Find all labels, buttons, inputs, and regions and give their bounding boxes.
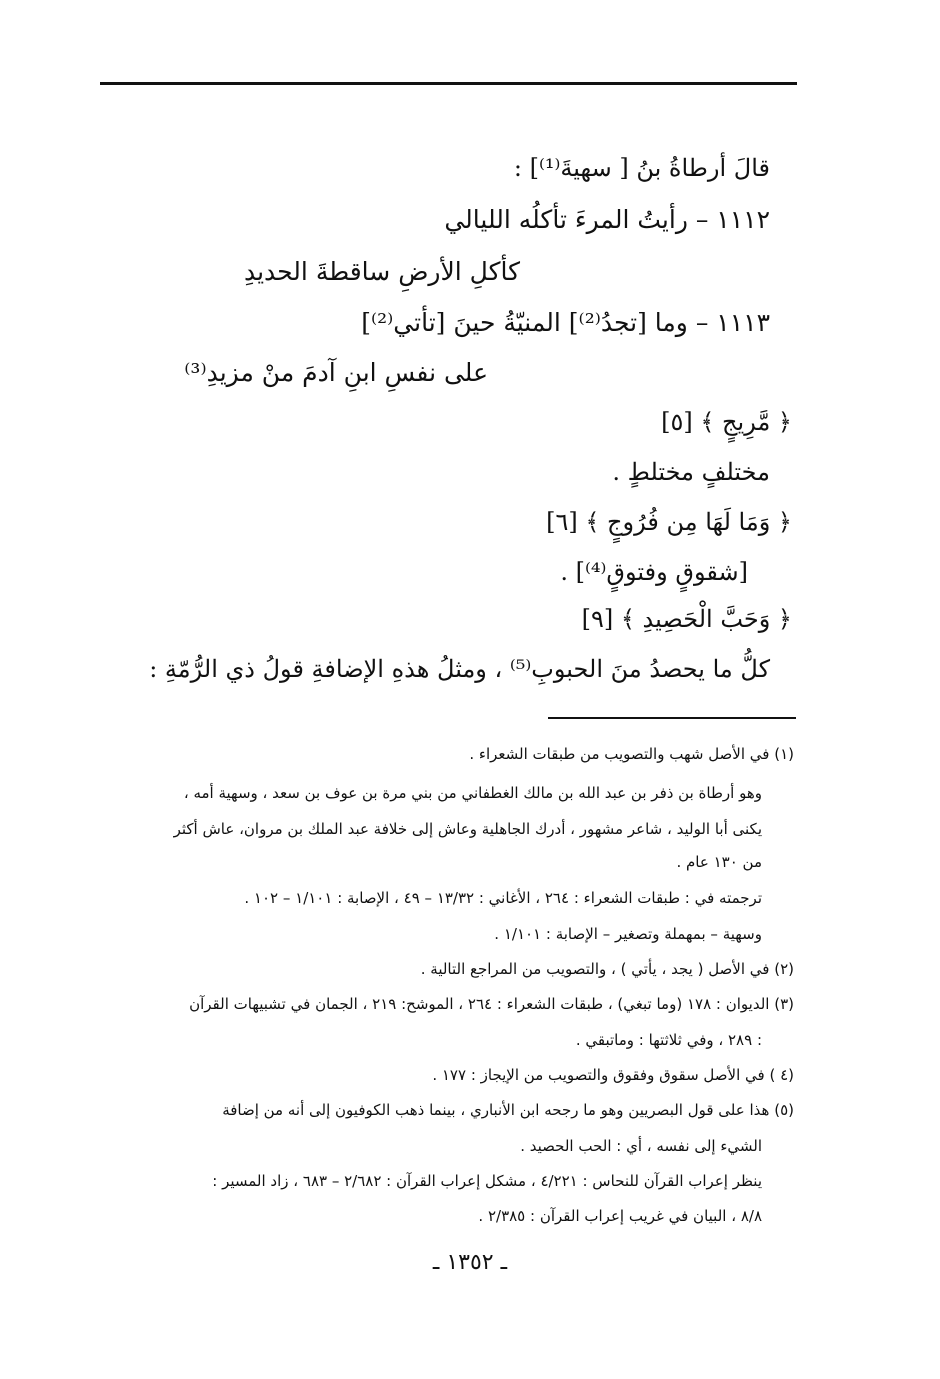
gloss-haseed: كلُّ ما يحصدُ منَ الحبوبِ⁽⁵⁾ ، ومثلُ هذهِ الإضافةِ قولُ ذي الرُّمّةِ : xyxy=(149,655,770,683)
footnote-1-line-5: ترجمته في : طبقات الشعراء : ٢٦٤ ، الأغاني : ١٣/٣٢ – ٤٩ ، الإصابة : ١/١٠١ – ١٠٢ . xyxy=(244,889,762,907)
verse-1112-first-hemistich: ١١١٢ – رأيتُ المرءَ تأكلُه الليالي xyxy=(444,205,770,234)
verse-1113-first-hemistich: ١١١٣ – وما [تجدُ⁽²⁾] المنيّةُ حينَ [تأتي⁽²⁾] xyxy=(361,308,770,337)
footnote-5: (٥) هذا على قول البصريين وهو ما رجحه ابن الأنباري ، بينما ذهب الكوفيون إلى أنه من إضافة xyxy=(222,1101,794,1119)
footnote-3: (٣) الديوان : ١٧٨ (وما تبغي) ، طبقات الشعراء : ٢٦٤ ، الموشح: ٢١٩ ، الجمان في تشبيهات القرآن xyxy=(189,995,794,1013)
quran-phrase-haseed: ﴿ وَحَبَّ الْحَصِيدِ ﴾ [٩] xyxy=(581,605,792,633)
verse-1112-second-hemistich: كأكلِ الأرضِ ساقطةَ الحديدِ xyxy=(243,257,520,286)
footnote-1: (١) في الأصل شهب والتصويب من طبقات الشعراء . xyxy=(469,745,794,763)
quran-word-mareej: ﴿ مَّرِيجٍ ﴾ [٥] xyxy=(661,408,792,436)
gloss-mareej: مختلفٍ مختلطٍ . xyxy=(612,458,770,486)
verse-1113-second-hemistich: على نفسِ ابنِ آدمَ منْ مزيدِ⁽³⁾ xyxy=(184,358,488,387)
intro-line: قالَ أرطاةُ بنُ [ سهيةَ⁽¹⁾] : xyxy=(513,154,770,182)
footnote-5-line-3: ينظر إعراب القرآن للنحاس : ٤/٢٢١ ، مشكل إعراب القرآن : ٢/٦٨٢ – ٦٨٣ ، زاد المسير : xyxy=(212,1172,762,1190)
footnote-2: (٢) في الأصل ( يجد ، يأتي ) ، والتصويب من المراجع التالية . xyxy=(420,960,794,978)
gloss-furooj: [شقوقٍ وفتوقٍ⁽⁴⁾] . xyxy=(560,558,748,586)
footnote-3-line-2: : ٢٨٩ ، وفي ثلاثتها : وماتبقي . xyxy=(575,1031,762,1049)
footnote-4: (٤ ) في الأصل سقوق وفقوق والتصويب من الإيجاز : ١٧٧ . xyxy=(432,1066,794,1084)
footnote-1-line-2: وهو أرطاة بن ذفر بن عبد الله بن مالك الغطفاني من بني مرة بن عوف بن سعد ، وسهية أمه ، xyxy=(183,784,762,802)
footnote-5-line-2: الشيء إلى نفسه ، أي : الحب الحصيد . xyxy=(520,1137,762,1155)
footnote-5-line-4: ٨/٨ ، البيان في غريب إعراب القرآن : ٢/٣٨٥ . xyxy=(478,1207,762,1225)
footnote-rule xyxy=(548,717,796,719)
footnote-1-line-6: وسهية – بمهملة وتصغير – الإصابة : ١/١٠١ . xyxy=(494,925,762,943)
top-rule xyxy=(100,82,797,85)
quran-phrase-furooj: ﴿ وَمَا لَهَا مِن فُرُوجٍ ﴾ [٦] xyxy=(546,508,792,536)
footnote-1-line-4: من ١٣٠ عام . xyxy=(676,853,762,871)
page-number: ـ ١٣٥٢ ـ xyxy=(432,1250,508,1275)
footnote-1-line-3: يكنى أبا الوليد ، شاعر مشهور ، أدرك الجاهلية وعاش إلى خلافة عبد الملك بن مروان، عاش أكثر xyxy=(173,820,762,838)
